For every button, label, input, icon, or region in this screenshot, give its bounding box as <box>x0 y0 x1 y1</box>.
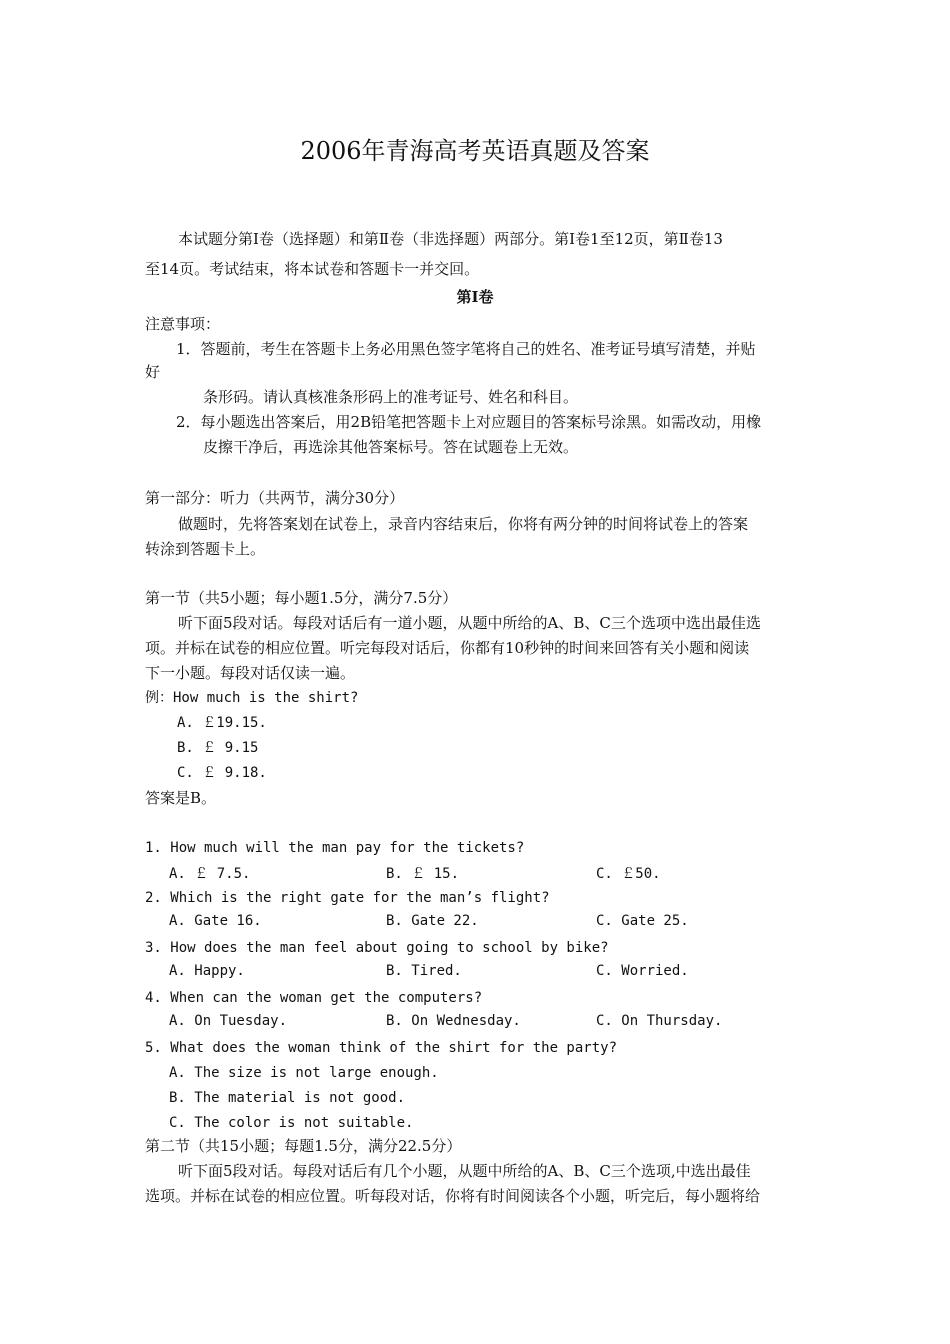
question-1-option-b: B. ￡ 15. <box>386 866 460 882</box>
note-1-line-3: 条形码。请认真核准条形码上的准考证号、姓名和科目。 <box>203 388 579 406</box>
question-3-option-b: B. Tired. <box>386 963 462 979</box>
example-answer: 答案是B。 <box>145 789 217 807</box>
intro-line-1: 本试题分第Ⅰ卷（选择题）和第Ⅱ卷（非选择题）两部分。第Ⅰ卷1至12页，第Ⅱ卷13 <box>178 230 723 248</box>
notes-heading: 注意事项： <box>145 315 221 333</box>
question-5: 5. What does the woman think of the shirt for the party? <box>145 1040 618 1056</box>
section2-line-2: 选项。并标在试卷的相应位置。听每段对话，你将有时间阅读各个小题，听完后，每小题将给 <box>145 1187 761 1205</box>
note-1-line-1: 1．答题前，考生在答题卡上务必用黑色签字笔将自己的姓名、准考证号填写清楚，并贴 <box>176 340 756 358</box>
question-5-option-c: C. The color is not suitable. <box>169 1115 414 1131</box>
note-2-line-1: 2．每小题选出答案后，用2B铅笔把答题卡上对应题目的答案标号涂黑。如需改动，用橡 <box>176 413 762 431</box>
example-option-c: C. ￡ 9.18. <box>177 765 267 781</box>
example-option-b: B. ￡ 9.15 <box>177 740 259 756</box>
question-2: 2. Which is the right gate for the man’s flight? <box>145 890 550 906</box>
part1-line-2: 转涂到答题卡上。 <box>145 540 266 558</box>
question-3: 3. How does the man feel about going to school by bike? <box>145 940 609 956</box>
part1-heading: 第一部分：听力（共两节，满分30分） <box>145 489 405 507</box>
section2-heading: 第二节（共15小题；每题1.5分，满分22.5分） <box>145 1137 462 1155</box>
question-5-option-a: A. The size is not large enough. <box>169 1065 439 1081</box>
section1-line-3: 下一小题。每段对话仅读一遍。 <box>145 664 356 682</box>
question-4-option-a: A. On Tuesday. <box>169 1013 288 1029</box>
intro-line-2: 至14页。考试结束，将本试卷和答题卡一并交回。 <box>145 260 480 278</box>
question-2-option-b: B. Gate 22. <box>386 913 479 929</box>
question-3-option-c: C. Worried. <box>596 963 689 979</box>
question-4: 4. When can the woman get the computers? <box>145 990 483 1006</box>
question-4-option-c: C. On Thursday. <box>596 1013 723 1029</box>
question-1-option-a: A. ￡ 7.5. <box>169 866 251 882</box>
question-4-option-b: B. On Wednesday. <box>386 1013 521 1029</box>
note-1-line-2: 好 <box>145 363 161 381</box>
note-2-line-2: 皮擦干净后，再选涂其他答案标号。答在试题卷上无效。 <box>203 438 579 456</box>
section2-line-1: 听下面5段对话。每段对话后有几个小题，从题中所给的A、B、C三个选项,中选出最佳 <box>178 1162 751 1180</box>
page-title: 2006年青海高考英语真题及答案 <box>300 137 650 165</box>
section-title: 第Ⅰ卷 <box>456 288 494 306</box>
example-option-a: A. ￡19.15. <box>177 715 267 731</box>
question-2-option-c: C. Gate 25. <box>596 913 689 929</box>
question-3-option-a: A. Happy. <box>169 963 245 979</box>
question-1: 1. How much will the man pay for the tickets? <box>145 840 525 856</box>
section1-line-1: 听下面5段对话。每段对话后有一道小题，从题中所给的A、B、C三个选项中选出最佳选 <box>178 614 761 632</box>
example-question: 例：How much is the shirt? <box>145 690 359 706</box>
section1-heading: 第一节（共5小题；每小题1.5分，满分7.5分） <box>145 589 458 607</box>
question-2-option-a: A. Gate 16. <box>169 913 262 929</box>
part1-line-1: 做题时，先将答案划在试卷上，录音内容结束后，你将有两分钟的时间将试卷上的答案 <box>178 515 749 533</box>
question-1-option-c: C. ￡50. <box>596 866 661 882</box>
section1-line-2: 项。并标在试卷的相应位置。听完每段对话后，你都有10秒钟的时间来回答有关小题和阅读 <box>145 639 750 657</box>
question-5-option-b: B. The material is not good. <box>169 1090 406 1106</box>
